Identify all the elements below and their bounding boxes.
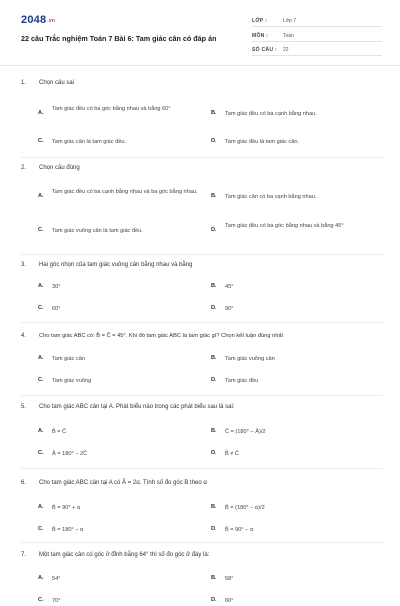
- question-number: 3.: [21, 262, 27, 268]
- meta-value: Lớp 7: [283, 18, 297, 24]
- option-text: 54°: [52, 576, 61, 582]
- question-number: 5.: [21, 404, 27, 410]
- option-letter: C.: [38, 450, 44, 456]
- question-text: Chọn câu đúng: [39, 165, 80, 171]
- option-text: Tam giác vuông cân là tam giác đều.: [52, 228, 143, 234]
- option-text: Tam giác đều có ba góc bằng nhau và bằng 45°: [225, 223, 344, 229]
- question-text: Cho tam giác ABC cân tại A có Â = 2α. Tính số đo góc B theo α: [39, 480, 207, 486]
- question-divider: [21, 157, 383, 158]
- option-letter: C.: [38, 597, 44, 603]
- site-logo[interactable]: [21, 14, 55, 26]
- option-letter: B.: [211, 575, 217, 581]
- option-text: Tam giác cân là tam giác đều.: [52, 139, 126, 145]
- option-text: B̂ = 90° + α: [52, 505, 81, 511]
- meta-grade: [252, 14, 382, 27]
- question-text: Hai góc nhọn của tam giác vuông cân bằng nhau và bằng: [39, 262, 193, 268]
- option-letter: C.: [38, 377, 44, 383]
- question-number: 6.: [21, 480, 27, 486]
- document-title: 22 câu Trắc nghiệm Toán 7 Bài 6: Tam giác cân có đáp án: [21, 34, 217, 43]
- question-number: 7.: [21, 552, 27, 558]
- option-text: B̂ = Ĉ: [52, 429, 67, 435]
- option-letter: B.: [211, 193, 217, 199]
- option-text: 60°: [225, 598, 234, 604]
- option-letter: B.: [211, 504, 217, 510]
- option-text: Ĉ = (180° − Â)/2: [225, 429, 266, 435]
- option-text: B̂ = (180° − α)/2: [225, 505, 265, 511]
- question-text: Cho tam giác ABC cân tại A. Phát biểu nào trong các phát biểu sau là sai:: [39, 404, 235, 410]
- option-letter: A.: [38, 504, 44, 510]
- meta-value: Toán: [283, 33, 294, 39]
- option-text: Tam giác đều: [225, 378, 259, 384]
- question-text: Chọn câu sai: [39, 80, 75, 86]
- option-text: Tam giác đều có ba góc bằng nhau và bằng 60°: [52, 106, 171, 112]
- option-text: 30°: [52, 284, 61, 290]
- option-letter: D.: [211, 450, 217, 456]
- option-letter: D.: [211, 597, 217, 603]
- option-text: 90°: [225, 306, 234, 312]
- question-text: Một tam giác cân có góc ở đỉnh bằng 64° thì số đo góc ở đáy là:: [39, 552, 210, 558]
- option-letter: D.: [211, 526, 217, 532]
- option-text: Tam giác cân có ba cạnh bằng nhau.: [225, 194, 317, 200]
- option-text: Â = 180° − 2Ĉ: [52, 451, 88, 457]
- option-text: 60°: [52, 306, 61, 312]
- option-text: Tam giác đều có ba cạnh bằng nhau và ba góc bằng nhau.: [52, 189, 198, 195]
- option-letter: D.: [211, 377, 217, 383]
- question-divider: [21, 468, 383, 469]
- option-text: Tam giác vuông: [52, 378, 92, 384]
- option-text: 58°: [225, 576, 234, 582]
- option-text: B̂ ≠ Ĉ: [225, 451, 239, 457]
- option-text: Tam giác cân: [52, 356, 85, 362]
- meta-label: SỐ CÂU :: [252, 47, 277, 53]
- question-number: 4.: [21, 333, 27, 339]
- meta-label: LỚP :: [252, 18, 268, 24]
- question-divider: [21, 254, 383, 255]
- option-text: B̂ = 180° − α: [52, 527, 84, 533]
- option-letter: D.: [211, 138, 217, 144]
- option-letter: B.: [211, 283, 217, 289]
- option-letter: A.: [38, 575, 44, 581]
- option-letter: C.: [38, 227, 44, 233]
- question-number: 2.: [21, 165, 27, 171]
- document-header: [0, 0, 400, 66]
- option-letter: C.: [38, 526, 44, 532]
- option-letter: A.: [38, 283, 44, 289]
- option-text: B̂ = 90° − α: [225, 527, 254, 533]
- option-text: 70°: [52, 598, 61, 604]
- option-letter: D.: [211, 227, 217, 233]
- option-letter: A.: [38, 355, 44, 361]
- question-divider: [21, 542, 383, 543]
- option-text: Tam giác vuông cân: [225, 356, 275, 362]
- option-letter: C.: [38, 305, 44, 311]
- meta-value: 22: [283, 47, 289, 53]
- option-text: Tam giác đều có ba cạnh bằng nhau.: [225, 111, 317, 117]
- question-text: Cho tam giác ABC có: B̂ = Ĉ = 45°. Khi đó tam giác ABC là tam giác gì? Chọn kết luận đúng nhất: [39, 333, 284, 339]
- question-number: 1.: [21, 80, 27, 86]
- meta-subject: [252, 29, 382, 42]
- question-divider: [21, 322, 383, 323]
- option-letter: A.: [38, 193, 44, 199]
- option-letter: A.: [38, 428, 44, 434]
- logo-domain: .vn: [47, 18, 56, 24]
- option-letter: C.: [38, 138, 44, 144]
- logo-main: 2048: [21, 14, 47, 26]
- option-letter: B.: [211, 355, 217, 361]
- option-letter: D.: [211, 305, 217, 311]
- option-text: Tam giác đều là tam giác cân.: [225, 139, 299, 145]
- meta-question-count: [252, 43, 382, 56]
- question-divider: [21, 395, 383, 396]
- option-letter: B.: [211, 110, 217, 116]
- option-letter: B.: [211, 428, 217, 434]
- option-text: 45°: [225, 284, 234, 290]
- option-letter: A.: [38, 110, 44, 116]
- meta-label: MÔN :: [252, 33, 269, 39]
